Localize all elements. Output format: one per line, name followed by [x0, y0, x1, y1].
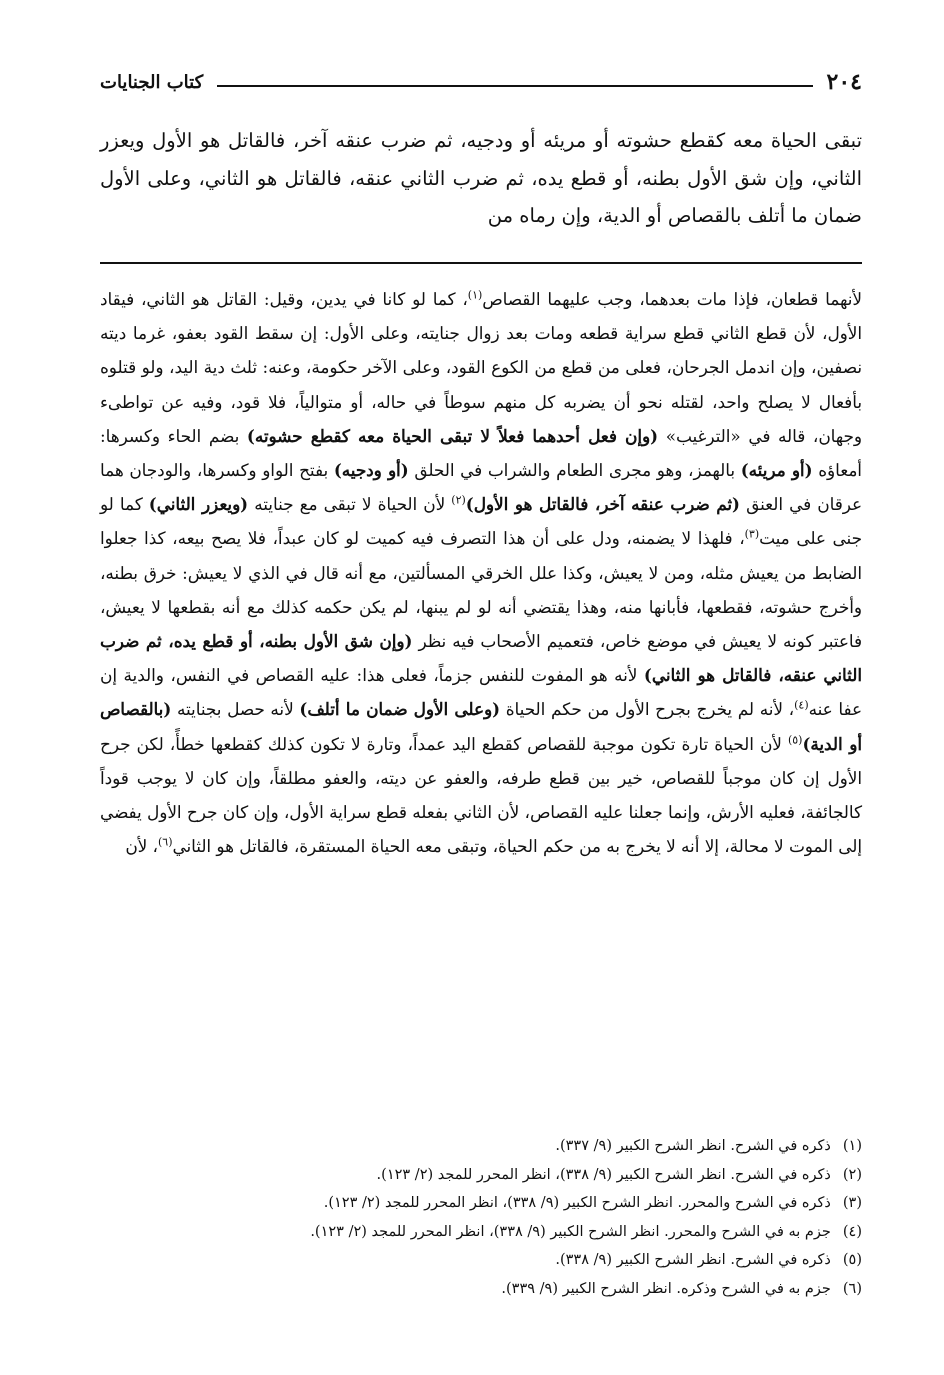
footnote-text: جزم به في الشرح والمحرر. انظر الشرح الكبير (٩/ ٣٣٨)، انظر المحرر للمجد (٢/ ١٢٣). [310, 1223, 831, 1240]
footnote-ref-5: (٥) [787, 733, 803, 747]
quoted-matn: (ثم ضرب عنقه آخر، فالقاتل هو الأول) [465, 494, 741, 515]
commentary-text: لأن الحياة لا تبقى مع جنايته [254, 494, 446, 515]
footnote-number: (٦) [842, 1280, 862, 1297]
header-rule [217, 85, 812, 87]
footnote-number: (٤) [842, 1223, 862, 1240]
commentary-text: لأن الحياة تارة تكون موجبة للقصاص كقطع اليد عمداً، وتارة لا تكون كذلك كقطعها خطأً، لكن جرح الأول إن كان موجباً للقصاص، خير بين قطع طرفه، والعفو عن ديته، والعفو مطلقاً، وإن كان لا يوجب قوداً كالجائفة، فعليه الأرش، وإنما جعلنا عليه القصاص، لأن الثاني بفعله قطع سراية الأول، وإن كان جرح الأول يفضي إلى الموت لا محالة، إلا أنه لا يخرج به من حكم الحياة، وتبقى معه الحياة المستقرة، فالقاتل هو الثاني [100, 733, 862, 857]
commentary-text: بفتح الواو وكسرها، والودجان هما عرقان في العنق [100, 460, 862, 515]
footnote-text: ذكره في الشرح. انظر الشرح الكبير (٩/ ٣٣٧). [555, 1138, 831, 1154]
commentary-text: بالهمز، وهو مجرى الطعام والشراب في الحلق [414, 460, 736, 481]
page-number: ٢٠٤ [826, 69, 862, 95]
footnote-ref-4: (٤) [794, 698, 809, 712]
running-header [100, 66, 862, 98]
footnote-ref-1: (١) [467, 288, 483, 302]
footnote [100, 1132, 862, 1161]
commentary-text: ، كما لو كانا في يدين، وقيل: القاتل هو الثاني، فيقاد الأول، لأن قطع الثاني قطع سراية قطعه ومات بعد زوال جنايته، وعلى الأول: إن سقط القود بعفو، غرما ديته نصفين، وإن اندمل الجرحان، فعلى من قطع من الكوع القود، وعلى الآخر حكومة، وعنه: ثلث دية اليد، ولو قتلوه بأفعال لا يصلح واحد، لقتله نحو أن يضربه كل منهم سوطاً في حاله، أو متوالياً، فلا قود، وفيه عن تواطىء وجهان، قاله في «الترغيب» [100, 289, 862, 446]
main-text [100, 122, 862, 235]
commentary-text: لأنهما قطعان، فإذا مات بعدهما، وجب عليهما القصاص [482, 289, 862, 309]
quoted-matn: (ويعزر الثاني) [148, 494, 249, 515]
main-text-body: تبقى الحياة معه كقطع حشوته أو مريئه أو ودجيه، ثم ضرب عنقه آخر، فالقاتل هو الأول ويعزر الثاني، وإن شق الأول بطنه، أو قطع يده، ثم ضرب الثاني عنقه، فالقاتل هو الثاني، وعلى الأول ضمان ما أتلف بالقصاص أو الدية، وإن رماه من [100, 129, 862, 227]
footnote-ref-6: (٦) [157, 835, 173, 849]
commentary-text: ، لأنه لم يخرج بجرح الأول من حكم الحياة [505, 699, 795, 720]
book-title: كتاب الجنايات [100, 71, 204, 93]
commentary-text: كما لو جنى على ميت [100, 494, 862, 549]
quoted-matn: (وإن فعل أحدهما فعلاً لا تبقى الحياة معه كقطع حشوته) [246, 425, 659, 446]
footnote-ref-3: (٣) [744, 527, 760, 541]
commentary-text: ، فلهذا لا يضمنه، ودل على أن هذا التصرف فيه كميت لو كان عبداً، فلا يصح بيعه، كذا جعلوا الضابط من يعيش مثله، ومن لا يعيش، وكذا علل الخرقي المسألتين، مع أنه قال في الذي لا يعيش: خرق بطنه، وأخرج حشوته، فقطعها، فأبانها منه، وهذا يقتضي أنه لو لم يبنها، لم يكن حكمه كذلك مع أنه بقطعها لا يعيش، فاعتبر كونه لا يعيش في موضع خاص، فتعميم الأصحاب فيه نظر [100, 528, 862, 652]
footnote-text: ذكره في الشرح. انظر الشرح الكبير (٩/ ٣٣٨)، انظر المحرر للمجد (٢/ ١٢٣). [376, 1166, 831, 1183]
commentary-text: بضم الحاء وكسرها: أمعاؤه [100, 425, 862, 481]
footnote-number: (٣) [842, 1195, 862, 1212]
quoted-matn: (وعلى الأول ضمان ما أتلف) [299, 699, 501, 720]
footnotes [100, 1132, 862, 1304]
text-separator [100, 262, 862, 264]
footnote [100, 1189, 862, 1218]
footnote-text: ذكره في الشرح والمحرر. انظر الشرح الكبير (٩/ ٣٣٨)، انظر المحرر للمجد (٢/ ١٢٣). [323, 1195, 831, 1212]
footnote-text: جزم به في الشرح وذكره. انظر الشرح الكبير (٩/ ٣٣٩). [501, 1280, 831, 1297]
footnote-text: ذكره في الشرح. انظر الشرح الكبير (٩/ ٣٣٨). [555, 1252, 831, 1269]
footnote-number: (٢) [842, 1166, 862, 1183]
footnote [100, 1246, 862, 1275]
commentary [100, 282, 862, 863]
footnote [100, 1218, 862, 1247]
quoted-matn: (أو مريئه) [740, 460, 813, 481]
footnote [100, 1161, 862, 1190]
quoted-matn: (بالقصاص أو الدية) [100, 699, 863, 754]
commentary-text: لأنه حصل بجنايته [176, 699, 294, 720]
commentary-text: لأنه هو المفوت للنفس جزماً، فعلى هذا: عليه القصاص في النفس، والدية إن عفا عنه [100, 665, 862, 720]
footnote-number: (٥) [842, 1252, 862, 1269]
commentary-text: ، لأن [125, 836, 158, 857]
quoted-matn: (وإن شق الأول بطنه، أو قطع يده، ثم ضرب الثاني عنقه، فالقاتل هو الثاني) [100, 631, 862, 686]
quoted-matn: (أو ودجيه) [333, 460, 409, 481]
footnote-ref-2: (٢) [451, 493, 466, 507]
footnote-number: (١) [842, 1138, 862, 1154]
footnote [100, 1275, 862, 1304]
